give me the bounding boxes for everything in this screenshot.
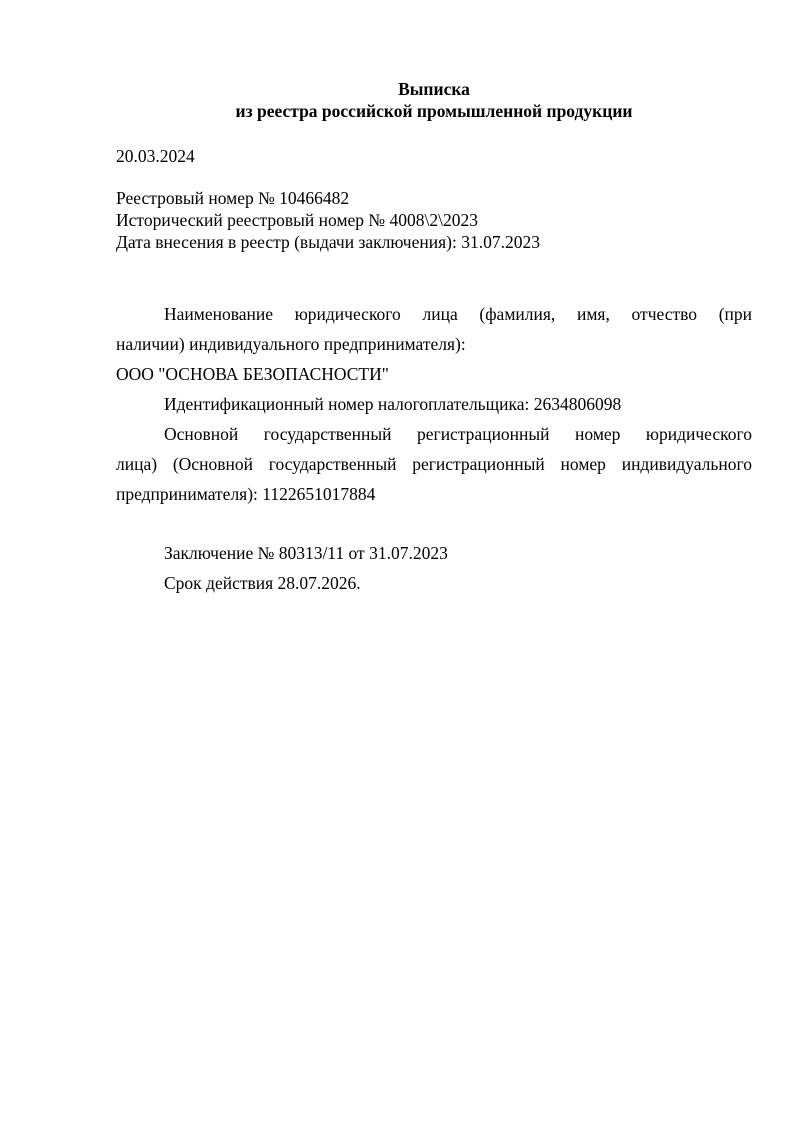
document-title: Выписка	[398, 79, 470, 99]
validity-term	[116, 568, 752, 598]
historical-registry-number: Исторический реестровый номер № 4008\2\2023	[116, 210, 478, 230]
legal-entity-label-line2: наличии) индивидуального предпринимателя):	[116, 334, 466, 354]
validity-term-text: Срок действия 28.07.2026.	[164, 573, 361, 593]
organization-name	[116, 359, 752, 389]
taxpayer-id	[116, 389, 752, 419]
ogrn-line1: Основной государственный регистрационный номер юридического	[164, 424, 752, 444]
registry-entry-date: Дата внесения в реестр (выдачи заключения): 31.07.2023	[116, 232, 540, 252]
ogrn-paragraph	[116, 419, 752, 509]
document-date: 20.03.2024	[116, 146, 195, 166]
document-subtitle: из реестра российской промышленной продукции	[235, 101, 633, 121]
ogrn-line3: предпринимателя): 1122651017884	[116, 484, 376, 504]
registry-number: Реестровый номер № 10466482	[116, 188, 350, 208]
organization-name-text: ООО "ОСНОВА БЕЗОПАСНОСТИ"	[116, 364, 389, 384]
legal-entity-label	[116, 299, 752, 359]
taxpayer-id-text: Идентификационный номер налогоплательщика: 2634806098	[164, 394, 622, 414]
ogrn-line2: лица) (Основной государственный регистрационный номер индивидуального	[116, 454, 752, 474]
conclusion	[116, 538, 752, 568]
conclusion-text: Заключение № 80313/11 от 31.07.2023	[164, 543, 448, 563]
legal-entity-label-line1: Наименование юридического лица (фамилия, имя, отчество (при	[164, 304, 752, 324]
